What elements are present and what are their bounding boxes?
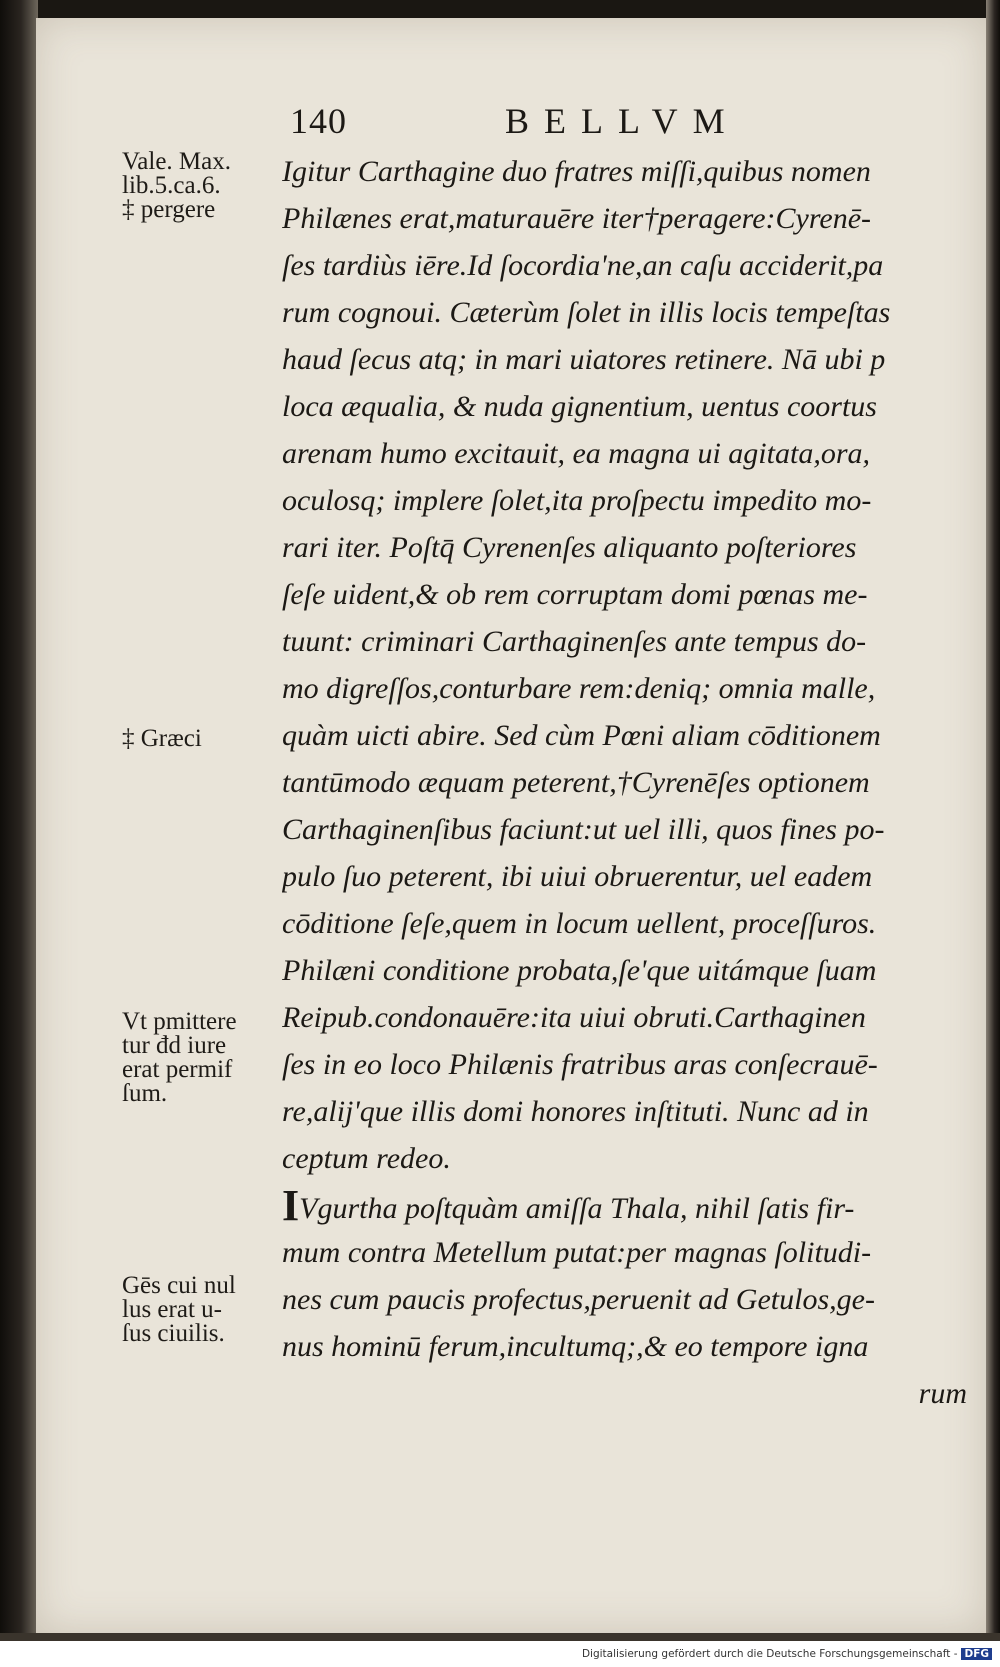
- note-line: Gēs cui nul: [122, 1272, 236, 1299]
- text-line: rum cognoui. Cæterùm ſolet in illis locis tempeſtas: [282, 296, 891, 329]
- scan-border-bottom: [0, 1633, 1000, 1641]
- text-line: Carthaginenſibus faciunt:ut uel illi, quos fines po-: [282, 813, 885, 846]
- text-line: ceptum redeo.: [282, 1142, 451, 1175]
- note-line: Vale. Max.: [122, 148, 231, 175]
- text-line: nus hominū ferum,incultumq;,& eo tempore igna: [282, 1330, 869, 1363]
- text-line: Igitur Carthagine duo fratres miſſi,quibus nomen: [282, 155, 871, 188]
- marginal-note: [122, 150, 277, 222]
- note-line: Vt pmittere: [122, 1008, 237, 1035]
- marginal-note: [122, 1274, 277, 1346]
- book-spine-shadow: [0, 0, 38, 1640]
- paragraph-start-text: Vgurtha poſtquàm amiſſa Thala, nihil ſatis fir-: [299, 1192, 855, 1225]
- running-head: BELLVM: [505, 101, 740, 141]
- text-line: ſes in eo loco Philænis fratribus aras conſecrauē-: [282, 1048, 878, 1081]
- text-line: mum contra Metellum putat:per magnas ſolitudi-: [282, 1236, 872, 1269]
- text-line: quàm uicti abire. Sed cùm Pœni aliam cōditionem: [282, 719, 881, 752]
- marginal-note: [122, 1010, 277, 1106]
- text-line: tantūmodo æquam peterent,†Cyrenēſes optionem: [282, 766, 870, 799]
- dfg-logo: DFG: [961, 1648, 992, 1660]
- note-line: ‡ pergere: [122, 196, 216, 223]
- text-line: Philæni conditione probata,ſe'que uitámque ſuam: [282, 954, 877, 987]
- note-line: tur đd iure: [122, 1032, 227, 1059]
- scan-border-right: [986, 0, 1000, 1640]
- catchword: rum: [918, 1377, 967, 1410]
- text-line: tuunt: criminari Carthaginenſes ante tempus do-: [282, 625, 867, 658]
- text-line: loca æqualia, & nuda gignentium, uentus coortus: [282, 390, 877, 423]
- note-line: ſum.: [122, 1080, 168, 1107]
- page-number: 140: [290, 101, 347, 141]
- text-line: arenam humo excitauit, ea magna ui agitata,ora,: [282, 437, 870, 470]
- text-line: pulo ſuo peterent, ibi uiui obruerentur, uel eadem: [282, 860, 873, 893]
- note-line: erat permif: [122, 1056, 233, 1083]
- text-line: haud ſecus atq; in mari uiatores retinere. Nā ubi p: [282, 343, 886, 376]
- text-line: Reipub.condonauēre:ita uiui obruti.Carthaginen: [282, 1001, 866, 1034]
- text-line: re,alij'que illis domi honores inſtituti. Nunc ad in: [282, 1095, 869, 1128]
- paragraph-start-line: [282, 1182, 967, 1229]
- note-line: ‡ Græci: [122, 725, 202, 752]
- footer-text: Digitalisierung gefördert durch die Deutsche Forschungsgemeinschaft -: [581, 1648, 958, 1660]
- digitization-footer: [582, 1648, 992, 1660]
- text-line: rari iter. Poſtq̄ Cyrenenſes aliquanto poſteriores: [282, 531, 857, 564]
- text-line: ſeſe uident,& ob rem corruptam domi pœnas me-: [282, 578, 868, 611]
- note-line: ſus ciuilis.: [122, 1320, 225, 1347]
- text-line: oculosq; implere ſolet,ita proſpectu impedito mo-: [282, 484, 872, 517]
- note-line: lib.5.ca.6.: [122, 172, 221, 199]
- main-text: [282, 148, 967, 1417]
- page-header: [290, 92, 770, 142]
- text-line: Philænes erat,maturauēre iter†peragere:Cyrenē-: [282, 202, 872, 235]
- marginal-notes: [122, 150, 277, 1350]
- text-line: nes cum paucis profectus,peruenit ad Getulos,ge-: [282, 1283, 875, 1316]
- note-line: lus erat u-: [122, 1296, 222, 1323]
- initial-letter: I: [282, 1182, 300, 1229]
- text-line: cōditione ſeſe,quem in locum uellent, proceſſuros.: [282, 907, 877, 940]
- scan-border-top: [0, 0, 1000, 20]
- marginal-note: [122, 727, 277, 751]
- text-line: mo digreſſos,conturbare rem:deniq; omnia malle,: [282, 672, 876, 705]
- text-line: ſes tardiùs iēre.Id ſocordia'ne,an caſu acciderit,pa: [282, 249, 884, 282]
